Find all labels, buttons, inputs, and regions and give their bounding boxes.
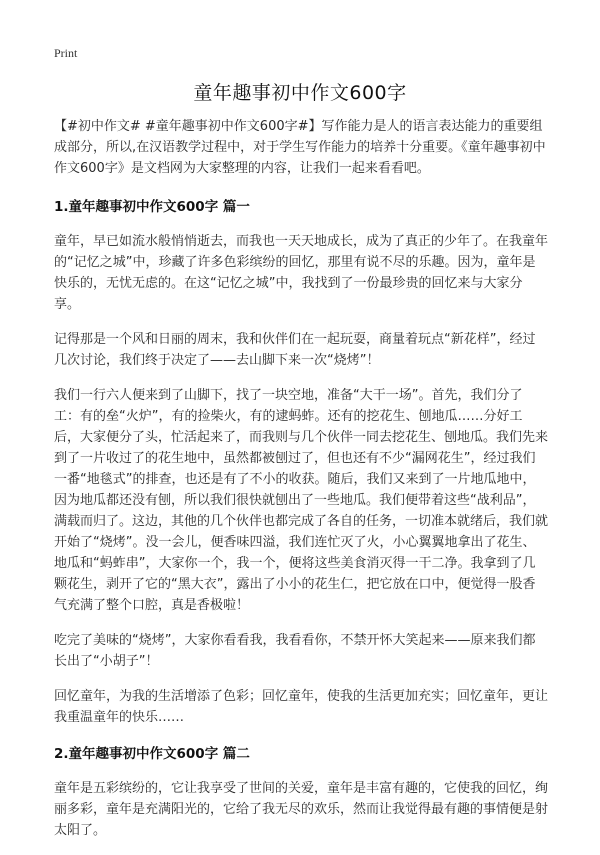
body-paragraph: 回忆童年，为我的生活增添了色彩；回忆童年，使我的生活更加充实；回忆童年，更让我重温童年的快乐…… — [54, 689, 549, 725]
section-heading: 2.童年趣事初中作文600字 篇二 — [54, 746, 250, 762]
body-paragraph: 童年是五彩缤纷的，它让我享受了世间的关爱，童年是丰富有趣的，它使我的回忆，绚丽多彩，童年是充满阳光的，它给了我无尽的欢乐，然而让我觉得最有趣的事情便是射太阳了。 — [54, 781, 549, 838]
section-1 — [54, 195, 548, 728]
section-heading: 1.童年趣事初中作文600字 篇一 — [54, 199, 250, 215]
intro-paragraph: 【#初中作文# #童年趣事初中作文600字#】写作能力是人的语言表达能力的重要组成部分，所以,在汉语教学过程中，对于学生写作能力的培养十分重要。《童年趣事初中作文600字》是文档网为大家整理的内容，让我们一起来看看吧。 — [54, 119, 546, 176]
document-title: 童年趣事初中作文600字 — [193, 82, 407, 104]
document-body — [54, 116, 548, 855]
section-2 — [54, 742, 548, 841]
body-paragraph: 记得那是一个风和日丽的周末，我和伙伴们在一起玩耍，商量着玩点“新花样”，经过几次讨论，我们终于决定了——去山脚下来一次“烧烤”！ — [54, 332, 536, 368]
body-paragraph: 吃完了美味的“烧烤”，大家你看看我，我看看你，不禁开怀大笑起来——原来我们都长出了“小胡子”！ — [54, 633, 536, 669]
print-label: Print — [54, 46, 78, 60]
body-paragraph: 童年，早已如流水般悄悄逝去，而我也一天天地成长，成为了真正的少年了。在我童年的“记忆之城”中，珍藏了许多色彩缤纷的回忆，那里有说不尽的乐趣。因为，童年是快乐的，无忧无虑的。在这“记忆之城”中，我找到了一份最珍贵的回忆来与大家分享。 — [54, 234, 549, 312]
body-paragraph: 我们一行六人便来到了山脚下，找了一块空地，准备“大干一场”。首先，我们分了工：有的垒“火炉”，有的捡柴火，有的逮蚂蚱。还有的挖花生、刨地瓜……分好工后，大家便分了头，忙活起来了，而我则与几个伙伴一同去挖花生、刨地瓜。我们先来到了一片收过了的花生地中，虽然都被刨过了，但也还有不少“漏网花生”，经过我们一番“地毯式”的排查，也还是有了不小的收获。随后，我们又来到了一片地瓜地中，因为地瓜都还没有刨，所以我们很快就刨出了一些地瓜。我们便带着这些“战利品”，满载而归了。这边，其他的几个伙伴也都完成了各自的任务，一切准本就绪后，我们就开始了“烧烤”。没一会儿，便香味四溢，我们连忙灭了火，小心翼翼地拿出了花生、地瓜和“蚂蚱串”，大家你一个，我一个，便将这些美食消灭得一干二净。我拿到了几颗花生，剥开了它的“黑大衣”，露出了小小的花生仁，把它放在口中，便觉得一股香气充满了整个口腔，真是香极啦！ — [54, 388, 549, 613]
